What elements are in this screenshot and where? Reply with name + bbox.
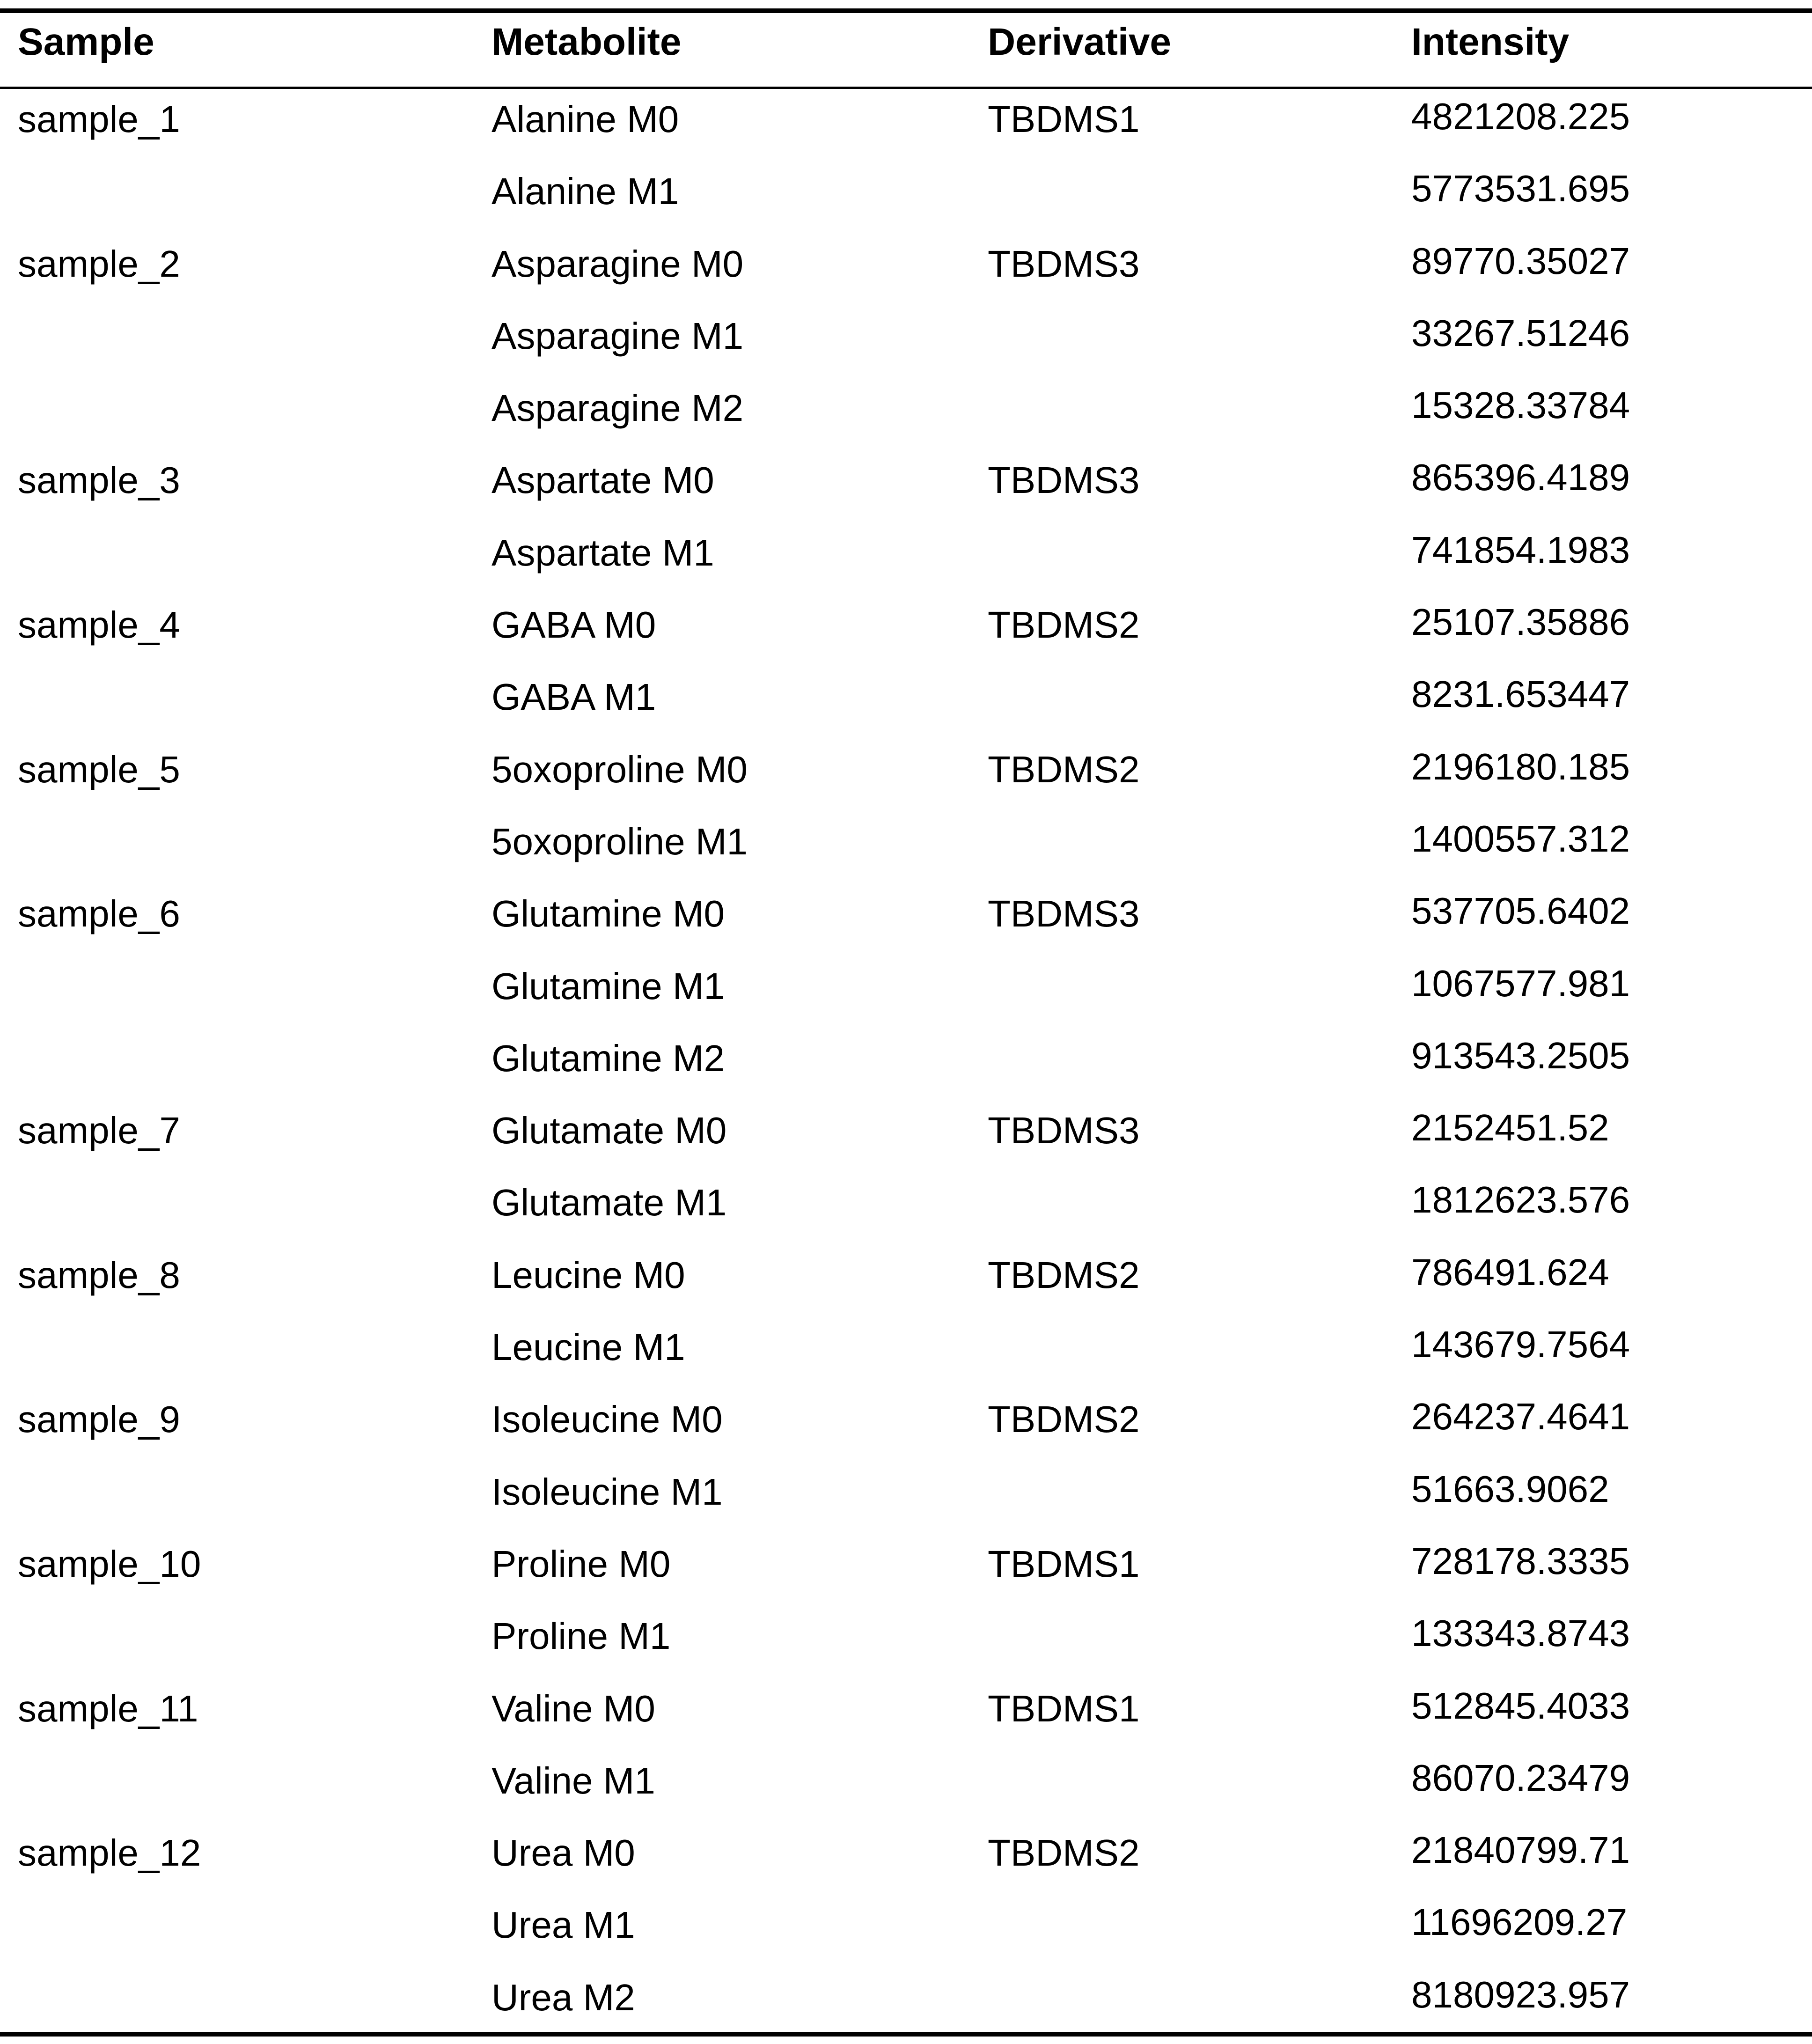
cell-sample: sample_10: [18, 1543, 201, 1585]
cell-intensity: 1400557.312: [1411, 817, 1630, 860]
cell-sample: sample_4: [18, 604, 180, 646]
cell-metabolite: Glutamate M0: [492, 1110, 727, 1152]
cell-metabolite: Glutamate M1: [492, 1182, 727, 1224]
cell-derivative: TBDMS3: [988, 243, 1140, 285]
cell-metabolite: 5oxoproline M0: [492, 748, 748, 790]
cell-intensity: 33267.51246: [1411, 312, 1630, 354]
cell-metabolite: Glutamine M1: [492, 965, 725, 1007]
cell-metabolite: Proline M1: [492, 1615, 671, 1657]
cell-intensity: 537705.6402: [1411, 890, 1630, 932]
table-row: [0, 527, 1812, 599]
cell-intensity: 25107.35886: [1411, 601, 1630, 643]
cell-sample: sample_5: [18, 748, 180, 790]
cell-intensity: 786491.624: [1411, 1251, 1609, 1293]
cell-intensity: 2152451.52: [1411, 1107, 1609, 1149]
cell-intensity: 8231.653447: [1411, 673, 1630, 715]
table-row: [0, 455, 1812, 527]
cell-derivative: TBDMS2: [988, 604, 1140, 646]
cell-intensity: 728178.3335: [1411, 1540, 1630, 1582]
cell-sample: sample_11: [18, 1687, 198, 1729]
cell-sample: sample_3: [18, 459, 180, 501]
cell-metabolite: Isoleucine M1: [492, 1471, 723, 1513]
table-row: [0, 1683, 1812, 1755]
cell-intensity: 86070.23479: [1411, 1757, 1630, 1799]
cell-derivative: TBDMS2: [988, 1398, 1140, 1441]
cell-metabolite: GABA M0: [492, 604, 656, 646]
cell-derivative: TBDMS2: [988, 748, 1140, 790]
cell-derivative: TBDMS1: [988, 98, 1140, 140]
cell-intensity: 1067577.981: [1411, 962, 1630, 1004]
table-row: [0, 961, 1812, 1033]
table-row: [0, 888, 1812, 960]
table-header-rule: [0, 87, 1812, 89]
table-row: [0, 599, 1812, 671]
cell-intensity: 4821208.225: [1411, 96, 1630, 137]
cell-intensity: 913543.2505: [1411, 1034, 1630, 1076]
cell-metabolite: Alanine M0: [492, 98, 679, 140]
cell-metabolite: 5oxoproline M1: [492, 820, 748, 862]
table-row: [0, 238, 1812, 310]
table-row: [0, 1610, 1812, 1683]
table-row: [0, 671, 1812, 743]
table-row: [0, 1105, 1812, 1177]
cell-metabolite: Asparagine M1: [492, 315, 744, 357]
cell-derivative: TBDMS2: [988, 1832, 1140, 1874]
header-sample: Sample: [18, 21, 154, 63]
table-row: [0, 382, 1812, 455]
cell-intensity: 51663.9062: [1411, 1468, 1609, 1510]
header-intensity: Intensity: [1411, 21, 1570, 63]
cell-sample: sample_6: [18, 893, 180, 935]
cell-derivative: TBDMS3: [988, 459, 1140, 501]
table-row: [0, 1538, 1812, 1610]
table-top-rule: [0, 8, 1812, 13]
cell-metabolite: Valine M1: [492, 1759, 655, 1801]
cell-intensity: 15328.33784: [1411, 384, 1630, 426]
cell-intensity: 8180923.957: [1411, 1973, 1630, 2015]
cell-sample: sample_1: [18, 98, 180, 140]
table-header-row: [0, 19, 1812, 80]
cell-intensity: 1812623.576: [1411, 1179, 1630, 1221]
cell-metabolite: Proline M0: [492, 1543, 671, 1585]
table-row: [0, 1177, 1812, 1249]
cell-intensity: 264237.4641: [1411, 1396, 1630, 1438]
table-body: [0, 94, 1812, 2044]
cell-intensity: 133343.8743: [1411, 1612, 1630, 1654]
cell-metabolite: Alanine M1: [492, 170, 679, 213]
cell-intensity: 2196180.185: [1411, 745, 1630, 787]
table-row: [0, 1899, 1812, 1971]
table-row: [0, 310, 1812, 382]
cell-sample: sample_8: [18, 1254, 180, 1296]
table-row: [0, 816, 1812, 888]
table-row: [0, 1466, 1812, 1538]
header-metabolite: Metabolite: [492, 21, 682, 63]
cell-intensity: 741854.1983: [1411, 529, 1630, 571]
cell-metabolite: Urea M0: [492, 1832, 635, 1874]
cell-metabolite: GABA M1: [492, 676, 656, 718]
cell-intensity: 5773531.695: [1411, 168, 1630, 210]
table-row: [0, 1755, 1812, 1827]
cell-metabolite: Leucine M0: [492, 1254, 685, 1296]
cell-metabolite: Valine M0: [492, 1687, 655, 1729]
cell-sample: sample_7: [18, 1110, 180, 1152]
cell-intensity: 11696209.27: [1411, 1901, 1628, 1943]
cell-metabolite: Asparagine M0: [492, 243, 744, 285]
table-row: [0, 1250, 1812, 1322]
cell-intensity: 143679.7564: [1411, 1323, 1630, 1366]
table-row: [0, 744, 1812, 816]
cell-sample: sample_2: [18, 243, 180, 285]
cell-derivative: TBDMS1: [988, 1687, 1140, 1729]
table-row: [0, 166, 1812, 238]
table-row: [0, 1827, 1812, 1899]
cell-intensity: 21840799.71: [1411, 1829, 1630, 1871]
cell-metabolite: Glutamine M2: [492, 1037, 725, 1079]
cell-intensity: 865396.4189: [1411, 456, 1630, 499]
cell-metabolite: Asparagine M2: [492, 387, 744, 429]
cell-metabolite: Aspartate M1: [492, 531, 714, 573]
cell-derivative: TBDMS3: [988, 893, 1140, 935]
table-row: [0, 94, 1812, 166]
cell-metabolite: Urea M1: [492, 1904, 635, 1946]
table-row: [0, 1394, 1812, 1466]
table-row: [0, 1033, 1812, 1105]
table-row: [0, 1322, 1812, 1394]
cell-metabolite: Isoleucine M0: [492, 1398, 723, 1441]
cell-metabolite: Urea M2: [492, 1976, 635, 2018]
cell-derivative: TBDMS1: [988, 1543, 1140, 1585]
cell-metabolite: Aspartate M0: [492, 459, 714, 501]
cell-sample: sample_12: [18, 1832, 201, 1874]
table-bottom-rule: [0, 2032, 1812, 2037]
cell-intensity: 512845.4033: [1411, 1684, 1630, 1727]
cell-derivative: TBDMS3: [988, 1110, 1140, 1152]
header-derivative: Derivative: [988, 21, 1172, 63]
cell-derivative: TBDMS2: [988, 1254, 1140, 1296]
cell-metabolite: Leucine M1: [492, 1326, 685, 1368]
cell-intensity: 89770.35027: [1411, 240, 1630, 282]
cell-sample: sample_9: [18, 1398, 180, 1441]
cell-metabolite: Glutamine M0: [492, 893, 725, 935]
